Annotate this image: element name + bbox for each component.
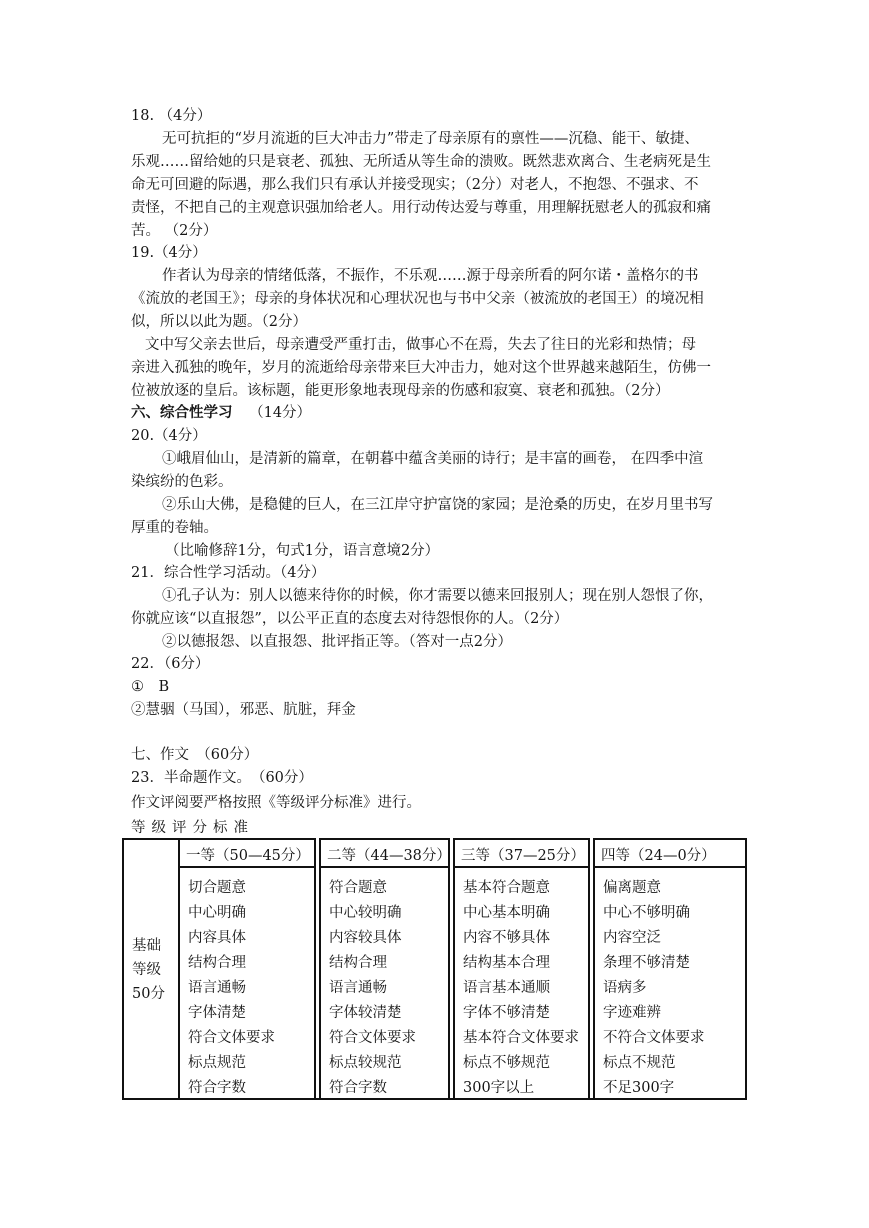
table-cell: 基本符合题意 <box>463 880 550 896</box>
table-border-left <box>122 838 124 1100</box>
table-cell: 中心不够明确 <box>603 905 690 921</box>
table-caption: 等级评分标准 <box>131 820 254 836</box>
row-label <box>132 934 172 1006</box>
col-border <box>319 838 450 840</box>
q21-line-1: ①孔子认为：别人以德来待你的时候，你才需要以德来回报别人；现在别人怨恨了你， <box>162 588 713 604</box>
col-border <box>453 866 590 868</box>
table-cell: 语言通畅 <box>188 980 246 996</box>
row-label-line-1: 基础 <box>132 938 161 954</box>
col-border <box>588 838 590 1100</box>
table-cell: 条理不够清楚 <box>603 955 690 971</box>
table-cell: 内容较具体 <box>329 930 402 946</box>
table-cell: 符合字数 <box>188 1080 246 1096</box>
table-cell: 不足300字 <box>603 1080 675 1096</box>
section6-title: 六、综合性学习 <box>131 405 233 421</box>
grade-column-1 <box>178 838 316 1100</box>
col-border <box>453 838 455 1100</box>
table-cell: 内容不够具体 <box>463 930 550 946</box>
table-cell: 偏离题意 <box>603 880 661 896</box>
q22-title: 22．（6分） <box>131 656 210 672</box>
q21-title: 21．综合性学习活动。（4分） <box>131 565 326 581</box>
q19-line-3: 似，所以以此为题。（2分） <box>131 314 307 330</box>
table-cell: 符合题意 <box>329 880 387 896</box>
q22-line-2: ②慧骃（马国），邪恶、肮脏，拜金 <box>131 702 356 718</box>
q18-title: 18. （4分） <box>131 108 212 124</box>
q19-line-2: 《流放的老国王》；母亲的身体状况和心理状况也与书中父亲（被流放的老国王）的境况相 <box>131 291 704 307</box>
grade-header-4: 四等（24—0分） <box>601 848 716 864</box>
table-cell: 中心基本明确 <box>463 905 550 921</box>
row-label-line-3: 50分 <box>132 986 165 1002</box>
col-border <box>319 866 450 868</box>
q23-intro: 作文评阅要严格按照《等级评分标准》进行。 <box>131 795 421 811</box>
col-border <box>319 838 321 1100</box>
table-cell: 结构合理 <box>329 955 387 971</box>
table-cell: 不符合文体要求 <box>603 1030 705 1046</box>
col-border <box>178 866 316 868</box>
q20-line-4: 厚重的卷轴。 <box>131 520 218 536</box>
grading-table <box>122 838 747 1100</box>
table-cell: 语言基本通顺 <box>463 980 550 996</box>
q20-line-3: ②乐山大佛，是稳健的巨人，在三江岸守护富饶的家园；是沧桑的历史，在岁月里书写 <box>162 497 713 513</box>
q22-line-1: ① B <box>131 679 170 695</box>
q20-line-2: 染缤纷的色彩。 <box>131 474 233 490</box>
table-cell: 字体不够清楚 <box>463 1005 550 1021</box>
col-border <box>745 838 747 1100</box>
table-cell: 内容具体 <box>188 930 246 946</box>
q19-line-6: 位被放逐的皇后。该标题，能更形象地表现母亲的伤感和寂寞、衰老和孤独。（2分） <box>131 383 670 399</box>
table-cell: 标点不规范 <box>603 1055 676 1071</box>
q21-line-3: ②以德报怨、以直报怨、批评指正等。（答对一点2分） <box>162 634 512 650</box>
table-cell: 字迹难辨 <box>603 1005 661 1021</box>
q20-line-1: ①峨眉仙山，是清新的篇章，在朝暮中蕴含美丽的诗行；是丰富的画卷， 在四季中渲 <box>162 451 704 467</box>
table-cell: 语言通畅 <box>329 980 387 996</box>
q18-line-5: 苦。 （2分） <box>131 223 218 239</box>
q20-line-5: （比喻修辞1分，句式1分，语言意境2分） <box>165 543 440 559</box>
table-cell: 标点不够规范 <box>463 1055 550 1071</box>
q19-line-5: 亲进入孤独的晚年，岁月的流逝给母亲带来巨大冲击力，她对这个世界越来越陌生，仿佛一 <box>131 360 711 376</box>
table-cell: 中心明确 <box>188 905 246 921</box>
q20-title: 20.（4分） <box>131 428 207 444</box>
col-border <box>593 838 747 840</box>
q18-line-1: 无可抗拒的“岁月流逝的巨大冲击力”带走了母亲原有的禀性——沉稳、能干、敏捷、 <box>162 131 699 147</box>
table-cell: 标点较规范 <box>329 1055 402 1071</box>
col-border <box>593 838 595 1100</box>
q18-line-4: 责怪，不把自己的主观意识强加给老人。用行动传达爱与尊重，用理解抚慰老人的孤寂和痛 <box>131 200 711 216</box>
grade-column-2 <box>319 838 450 1100</box>
col-border <box>314 838 316 1100</box>
table-cell: 符合文体要求 <box>329 1030 416 1046</box>
row-label-line-2: 等级 <box>132 962 161 978</box>
grade-header-2: 二等（44—38分） <box>327 848 451 864</box>
q18-line-2: 乐观……留给她的只是衰老、孤独、无所适从等生命的溃败。既然悲欢离合、生老病死是生 <box>131 154 711 170</box>
section7-title: 七、作文 （60分） <box>131 747 259 763</box>
table-cell: 中心较明确 <box>329 905 402 921</box>
table-cell: 符合字数 <box>329 1080 387 1096</box>
table-cell: 结构合理 <box>188 955 246 971</box>
col-border <box>178 838 180 1100</box>
q21-line-2: 你就应该“以直报怨”，以公平正直的态度去对待怨恨你的人。（2分） <box>131 611 569 627</box>
col-border <box>453 838 590 840</box>
section6-score: （14分） <box>249 405 312 421</box>
q23-title: 23．半命题作文。 （60分） <box>131 770 313 786</box>
table-cell: 标点规范 <box>188 1055 246 1071</box>
grade-column-4 <box>593 838 747 1100</box>
col-border <box>178 838 316 840</box>
col-border <box>593 866 747 868</box>
q19-line-4: 文中写父亲去世后，母亲遭受严重打击，做事心不在焉，失去了往日的光彩和热情；母 <box>145 337 696 353</box>
table-cell: 内容空泛 <box>603 930 661 946</box>
q19-title: 19.（4分） <box>131 245 207 261</box>
section6-heading <box>131 402 311 424</box>
table-border-top <box>122 838 178 840</box>
table-cell: 切合题意 <box>188 880 246 896</box>
q18-line-3: 命无可回避的际遇，那么我们只有承认并接受现实；（2分）对老人，不抱怨、不强求、不 <box>131 177 699 193</box>
grade-column-3 <box>453 838 590 1100</box>
table-cell: 符合文体要求 <box>188 1030 275 1046</box>
q19-line-1: 作者认为母亲的情绪低落，不振作，不乐观……源于母亲所看的阿尔诺・盖格尔的书 <box>162 268 699 284</box>
table-cell: 语病多 <box>603 980 647 996</box>
table-cell: 300字以上 <box>463 1080 535 1096</box>
table-cell: 字体较清楚 <box>329 1005 402 1021</box>
table-cell: 结构基本合理 <box>463 955 550 971</box>
col-border <box>448 838 450 1100</box>
grade-header-1: 一等（50—45分） <box>186 848 310 864</box>
grade-header-3: 三等（37—25分） <box>461 848 585 864</box>
table-cell: 字体清楚 <box>188 1005 246 1021</box>
table-cell: 基本符合文体要求 <box>463 1030 579 1046</box>
